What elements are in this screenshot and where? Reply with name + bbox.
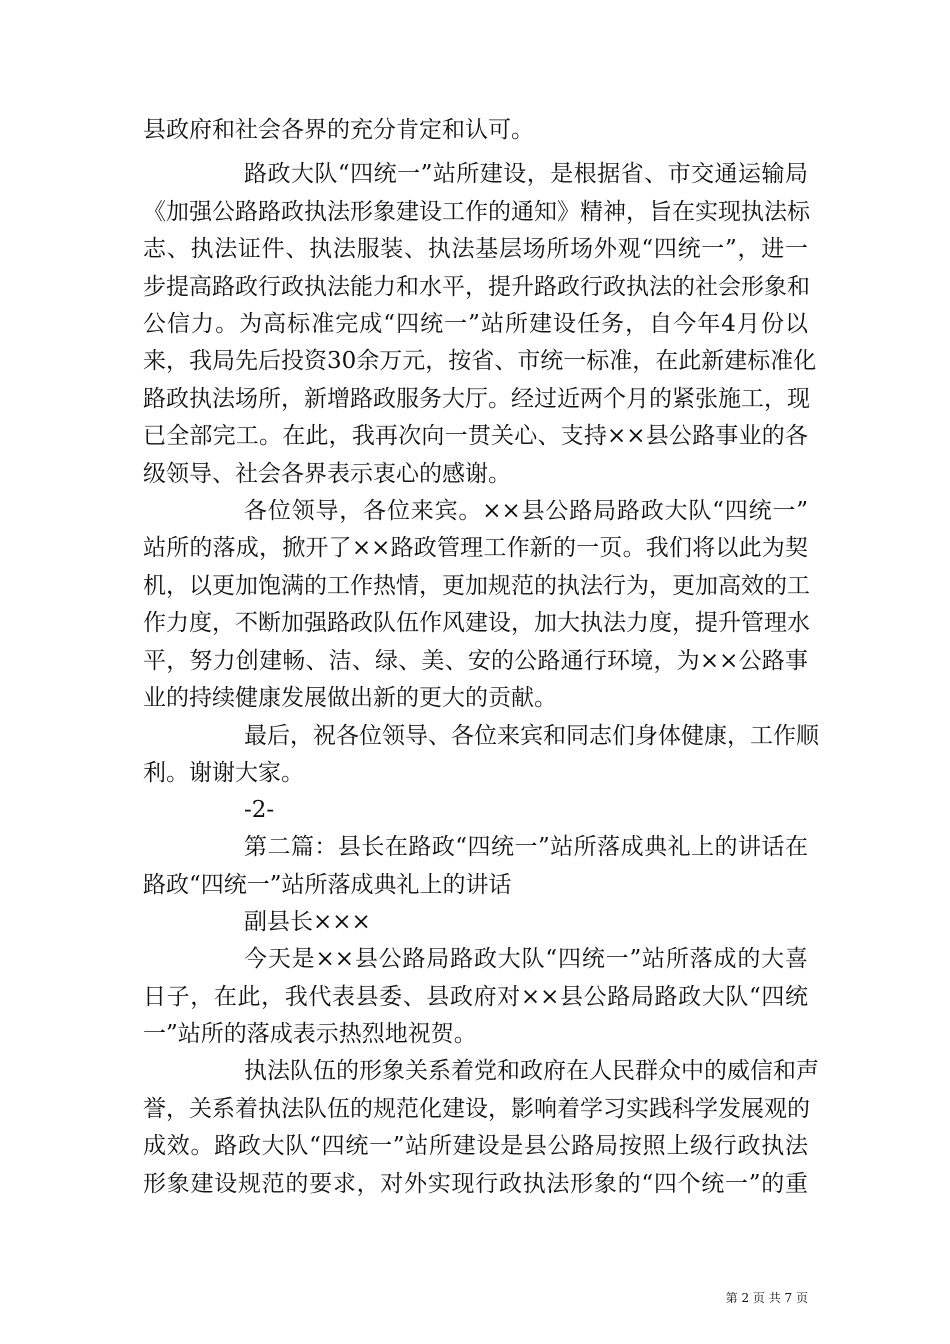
text-line: 《加强公路路政执法形象建设工作的通知》精神，旨在实现执法标 [143, 199, 810, 225]
text-line: 来，我局先后投资30余万元，按省、市统一标准，在此新建标准化 [143, 348, 817, 374]
page-footer: 第 2 页 共 7 页 [725, 1291, 808, 1305]
text-line: 级领导、社会各界表示衷心的感谢。 [143, 461, 511, 487]
page-marker: -2- [244, 797, 275, 823]
text-line: 形象建设规范的要求，对外实现行政执法形象的“四个统一”的重 [143, 1171, 808, 1197]
text-line: 机，以更加饱满的工作热情，更加规范的执法行为，更加高效的工 [143, 573, 810, 599]
text-line: 平，努力创建畅、洁、绿、美、安的公路通行环境，为××公路事 [143, 648, 808, 674]
text-line: 执法队伍的形象关系着党和政府在人民群众中的威信和声 [244, 1058, 819, 1084]
text-line: 日子，在此，我代表县委、县政府对××县公路局路政大队“四统 [143, 984, 808, 1010]
text-line: 利。谢谢大家。 [143, 760, 304, 786]
text-line: 各位领导，各位来宾。××县公路局路政大队“四统一” [244, 498, 808, 524]
text-line: 站所的落成，掀开了××路政管理工作新的一页。我们将以此为契 [143, 535, 808, 561]
speaker-line: 副县长××× [244, 909, 371, 935]
text-line: 路政执法场所，新增路政服务大厅。经过近两个月的紧张施工，现 [143, 386, 810, 412]
section-heading: 第二篇：县长在路政“四统一”站所落成典礼上的讲话在 [244, 834, 808, 860]
section-heading: 路政“四统一”站所落成典礼上的讲话 [143, 872, 512, 898]
text-line: 路政大队“四统一”站所建设，是根据省、市交通运输局 [244, 161, 808, 187]
text-line: 成效。路政大队“四统一”站所建设是县公路局按照上级行政执法 [143, 1133, 808, 1159]
text-line: 业的持续健康发展做出新的更大的贡献。 [143, 685, 557, 711]
text-line: 县政府和社会各界的充分肯定和认可。 [143, 117, 534, 143]
text-line: 一”站所的落成表示热烈地祝贺。 [143, 1021, 477, 1047]
text-line: 作力度，不断加强路政队伍作风建设，加大执法力度，提升管理水 [143, 610, 810, 636]
text-line: 志、执法证件、执法服装、执法基层场所场外观“四统一”，进一 [143, 236, 808, 262]
text-line: 今天是××县公路局路政大队“四统一”站所落成的大喜 [244, 946, 808, 972]
text-line: 步提高路政行政执法能力和水平，提升路政行政执法的社会形象和 [143, 274, 810, 300]
text-line: 已全部完工。在此，我再次向一贯关心、支持××县公路事业的各 [143, 423, 808, 449]
text-line: 公信力。为高标准完成“四统一”站所建设任务，自今年4月份以 [143, 311, 808, 337]
text-line: 最后，祝各位领导、各位来宾和同志们身体健康，工作顺 [244, 723, 819, 749]
text-line: 誉，关系着执法队伍的规范化建设，影响着学习实践科学发展观的 [143, 1096, 810, 1122]
